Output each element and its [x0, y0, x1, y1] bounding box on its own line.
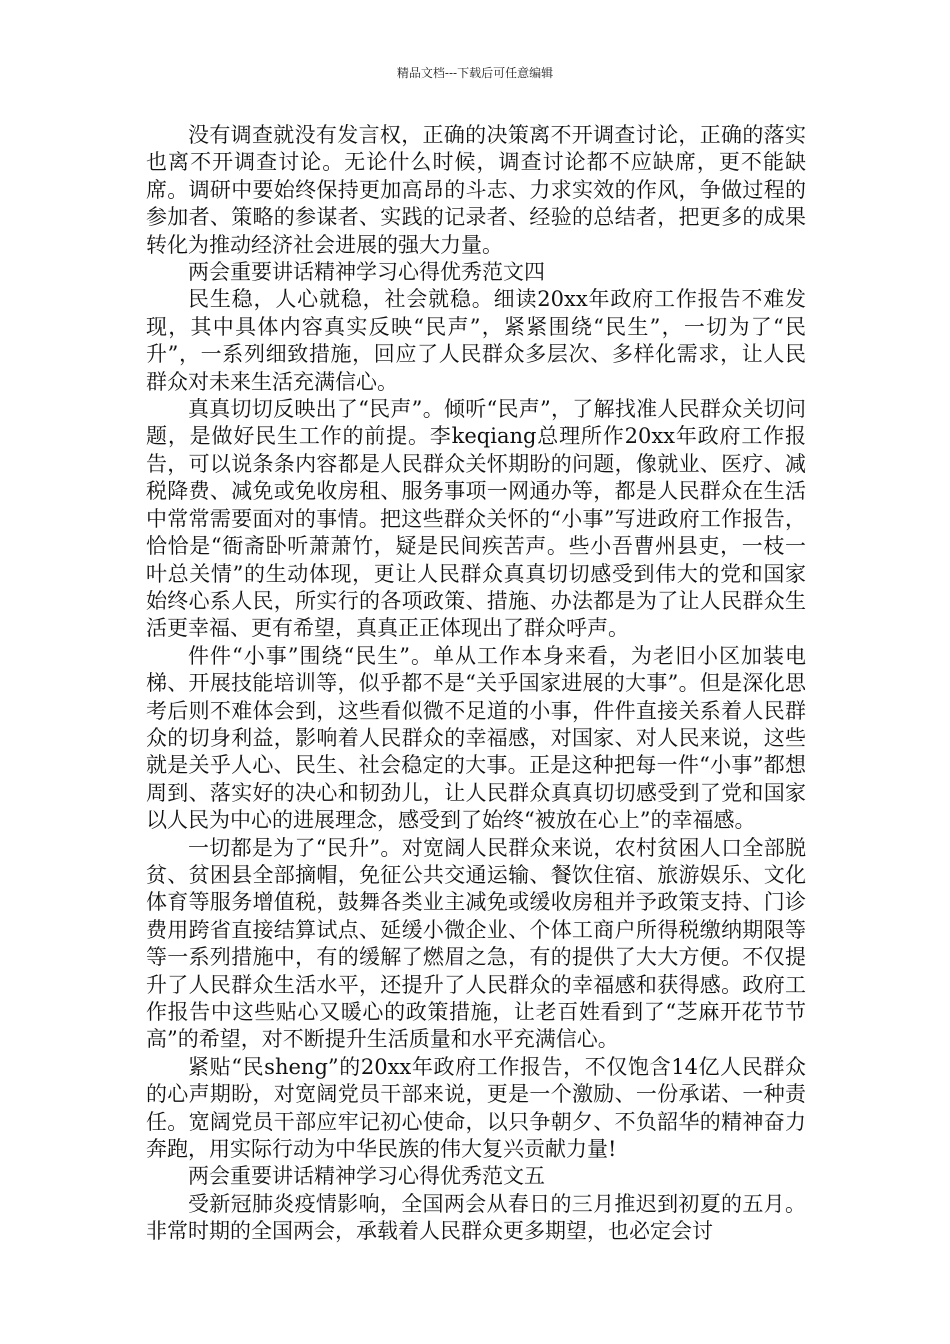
document-body [146, 122, 806, 1246]
paragraph-research: 没有调查就没有发言权，正确的决策离不开调查讨论，正确的落实也离不开调查讨论。无论什么时候，调查讨论都不应缺席，更不能缺席。调研中要始终保持更加高昂的斗志、力求实效的作风，争做过程的参加者、策略的参谋者、实践的记录者、经验的总结者，把更多的成果转化为推动经济社会进展的强大力量。 [146, 123, 806, 257]
paragraph-people-voice: 真真切切反映出了“民声”。倾听“民声”，了解找准人民群众关切问题，是做好民生工作的前提。李keqiang总理所作20xx年政府工作报告，可以说条条内容都是人民群众关怀期盼的问题，像就业、医疗、减税降费、减免或免收房租、服务事项一网通办等，都是人民群众在生活中常常需要面对的事情。把这些群众关怀的“小事”写进政府工作报告，恰恰是“衙斋卧听萧萧竹，疑是民间疾苦声。些小吾曹州县吏，一枝一叶总关情”的生动体现，更让人民群众真真切切感受到伟大的党和国家始终心系人民，所实行的各项政策、措施、办法都是为了让人民群众生活更幸福、更有希望，真真正正体现出了群众呼声。 [146, 397, 806, 641]
section-heading-five: 两会重要讲话精神学习心得优秀范文五 [188, 1164, 545, 1189]
section-heading-four: 两会重要讲话精神学习心得优秀范文四 [188, 260, 545, 285]
page-header: 精品文档---下载后可任意编辑 [396, 66, 554, 80]
paragraph-rising: 一切都是为了“民升”。对宽阔人民群众来说，农村贫困人口全部脱贫、贫困县全部摘帽，免征公共交通运输、餐饮住宿、旅游娱乐、文化体育等服务增值税，鼓舞各类业主减免或缓收房租并予政策支持、门诊费用跨省直接结算试点、延缓小微企业、个体工商户所得税缴纳期限等等一系列措施中，有的缓解了燃眉之急，有的提供了大大方便。不仅提升了人民群众生活水平，还提升了人民群众的幸福感和获得感。政府工作报告中这些贴心又暖心的政策措施，让老百姓看到了“芝麻开花节节高”的希望，对不断提升生活质量和水平充满信心。 [146, 835, 806, 1052]
paragraph-livelihood-intro: 民生稳，人心就稳，社会就稳。细读20xx年政府工作报告不难发现，其中具体内容真实反映“民声”，紧紧围绕“民生”，一切为了“民升”，一系列细致措施，回应了人民群众多层次、多样化需求，让人民群众对未来生活充满信心。 [146, 287, 806, 394]
paragraph-epidemic: 受新冠肺炎疫情影响，全国两会从春日的三月推迟到初夏的五月。非常时期的全国两会，承载着人民群众更多期望，也必定会讨 [146, 1191, 806, 1244]
paragraph-small-things: 件件“小事”围绕“民生”。单从工作本身来看，为老旧小区加装电梯、开展技能培训等，似乎都不是“关乎国家进展的大事”。但是深化思考后则不难体会到，这些看似微不足道的小事，件件直接关系着人民群众的切身利益，影响着人民群众的幸福感，对国家、对人民来说，这些就是关乎人心、民生、社会稳定的大事。正是这种把每一件“小事”都想周到、落实好的决心和韧劲儿，让人民群众真真切切感受到了党和国家以人民为中心的进展理念，感受到了始终“被放在心上”的幸福感。 [146, 643, 806, 833]
paragraph-conclusion: 紧贴“民sheng”的20xx年政府工作报告，不仅饱含14亿人民群众的心声期盼，对宽阔党员干部来说，更是一个激励、一份承诺、一种责任。宽阔党员干部应牢记初心使命，以只争朝夕、不负韶华的精神奋力奔跑，用实际行动为中华民族的伟大复兴贡献力量! [146, 1054, 806, 1162]
